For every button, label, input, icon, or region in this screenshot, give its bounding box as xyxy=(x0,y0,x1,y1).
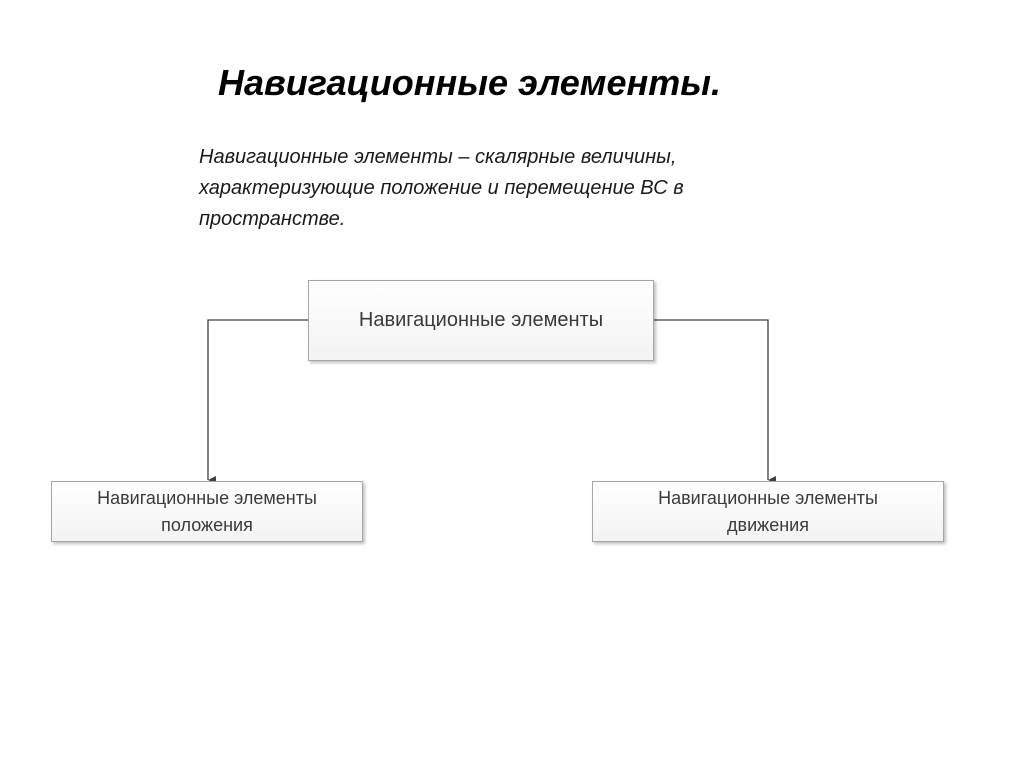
child-node-position-line-1: Навигационные элементы xyxy=(97,487,317,508)
child-node-motion-line-2: движения xyxy=(727,514,809,535)
connector-right-arrow xyxy=(654,320,768,480)
connector-left-arrow xyxy=(208,320,308,480)
definition-line-3: пространстве. xyxy=(199,208,346,230)
definition-line-1: Навигационные элементы – скалярные величины, xyxy=(199,146,677,168)
slide-title: Навигационные элементы. xyxy=(218,62,721,103)
child-node-motion-line-1: Навигационные элементы xyxy=(658,487,878,508)
child-node-position-line-2: положения xyxy=(161,514,253,535)
child-node-position-elements xyxy=(51,481,363,542)
definition-line-2: характеризующие положение и перемещение ВС в xyxy=(199,177,684,199)
child-node-motion-elements xyxy=(592,481,944,542)
root-node-label: Навигационные элементы xyxy=(358,309,604,331)
root-node-navigation-elements xyxy=(308,280,654,361)
